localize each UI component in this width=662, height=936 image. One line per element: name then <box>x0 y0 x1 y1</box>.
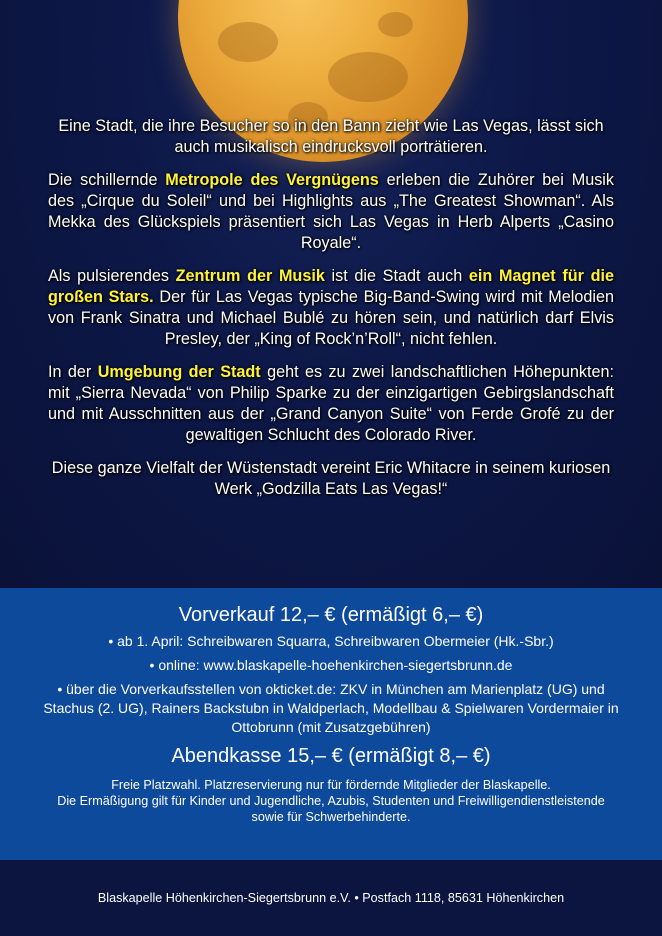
presale-item-online: • online: www.blaskapelle-hoehenkirchen-siegertsbrunn.de <box>149 657 513 673</box>
music-paragraph <box>48 266 614 350</box>
paragraph-text: In der <box>48 363 98 381</box>
paragraph-text: Als pulsierendes <box>48 267 176 285</box>
closing-text: Diese ganze Vielfalt der Wüstenstadt vereint Eric Whitacre in seinem kuriosen Werk „Godzilla Eats Las Vegas!“ <box>51 459 611 498</box>
highlight-metropole: Metropole des Vergnügens <box>165 171 379 189</box>
highlight-zentrum: Zentrum der Musik <box>175 267 325 285</box>
footer-address: Blaskapelle Höhenkirchen-Siegertsbrunn e.V. • Postfach 1118, 85631 Höhenkirchen <box>97 891 565 905</box>
presale-item-stores: • ab 1. April: Schreibwaren Squarra, Schreibwaren Obermeier (Hk.-Sbr.) <box>108 633 554 649</box>
paragraph-text: Die schillernde <box>48 171 166 189</box>
intro-paragraph <box>48 116 614 158</box>
highlight-umgebung: Umgebung der Stadt <box>97 363 261 381</box>
paragraph-text: geht es zu zwei landschaftlichen Höhepunkten: mit „Sierra Nevada“ von Philip Sparke zu der einzigartigen Gebirgslandschaft und mit Ausschnitten aus der „Grand Canyon Suite“ von Ferde Grofé zu der gewaltigen Schlucht des Colorado River. <box>48 363 614 444</box>
intro-text: Eine Stadt, die ihre Besucher so in den Bann zieht wie Las Vegas, lässt sich auch musikalisch eindrucksvoll porträtieren. <box>58 117 604 156</box>
paragraph-text: erleben die Zuhörer bei Musik des „Cirque du Soleil“ und bei Highlights aus „The Greatest Showman“. Als Mekka des Glückspiels präsentiert sich Las Vegas in Herb Alperts „Casino Royale“. <box>48 171 614 252</box>
moon-crater <box>328 52 408 102</box>
footer <box>0 860 662 936</box>
seating-note: Freie Platzwahl. Platzreservierung nur für fördernde Mitglieder der Blaskapelle. <box>111 778 551 792</box>
surroundings-paragraph <box>48 362 614 446</box>
moon-crater <box>218 22 278 62</box>
presale-title: Vorverkauf 12,– € (ermäßigt 6,– €) <box>178 604 484 626</box>
ticket-info-panel <box>0 588 662 860</box>
discount-note: Die Ermäßigung gilt für Kinder und Jugendliche, Azubis, Studenten und Freiwilligendienstleistende sowie für Schwerbehinderte. <box>57 794 605 824</box>
metropole-paragraph <box>48 170 614 254</box>
highlight-magnet: ein Magnet für die großen Stars. <box>48 267 614 306</box>
box-office-title: Abendkasse 15,– € (ermäßigt 8,– €) <box>171 745 491 767</box>
paragraph-text: Der für Las Vegas typische Big-Band-Swing wird mit Melodien von Frank Sinatra und Michael Bublé zu hören sein, und natürlich darf Elvis Presley, der „King of Rock’n’Roll“, nicht fehlen. <box>48 288 615 348</box>
presale-item-okticket: • über die Vorverkaufsstellen von okticket.de: ZKV in München am Marienplatz (UG) und Stachus (2. UG), Rainers Backstubn in Waldperlach, Modellbau & Spielwaren Vordermaier in Ottobrunn (mit Zusatzgebühren) <box>43 681 619 735</box>
paragraph-text: ist die Stadt auch <box>324 267 469 285</box>
closing-paragraph <box>48 458 614 500</box>
concert-description <box>48 116 614 512</box>
presale-list <box>0 632 662 737</box>
moon-crater <box>378 12 413 37</box>
ticket-notes <box>0 777 662 825</box>
